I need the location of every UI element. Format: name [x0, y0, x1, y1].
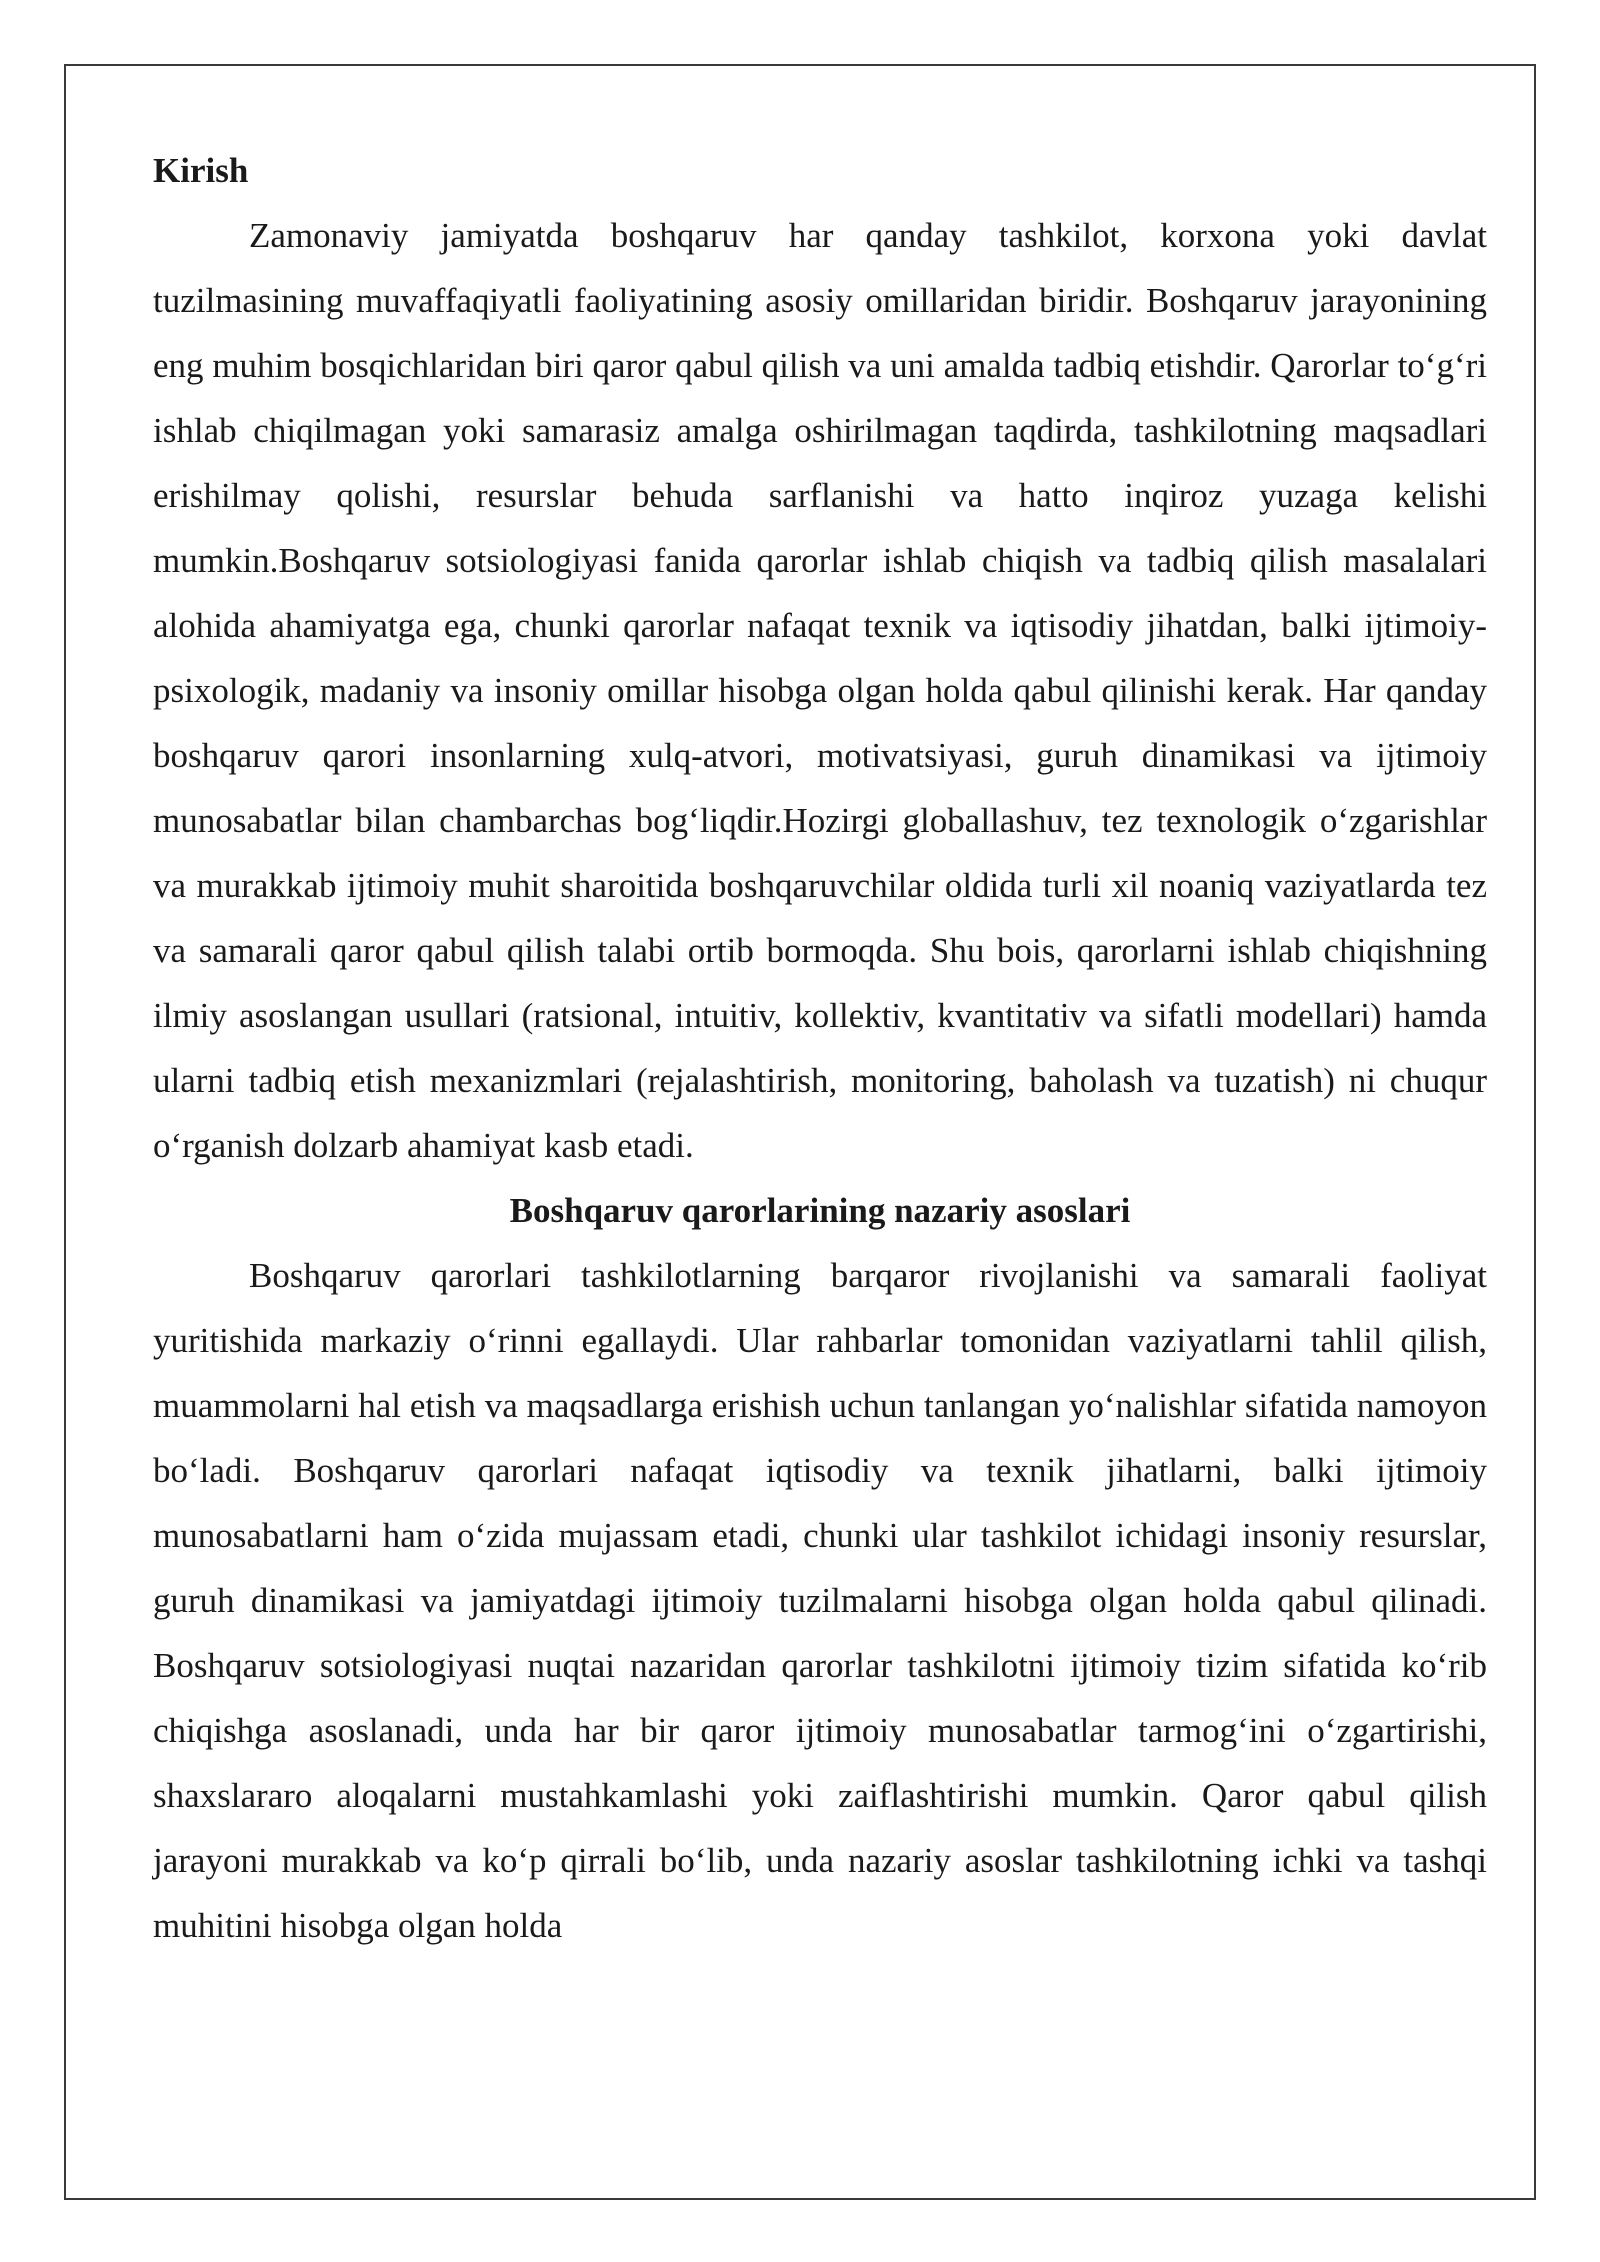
- theory-paragraph: Boshqaruv qarorlari tashkilotlarning barqaror rivojlanishi va samarali faoliyat yuritishida markaziy o‘rinni egallaydi. Ular rahbarlar tomonidan vaziyatlarni tahlil qilish, muammolarni hal etish va maqsadlarga erishish uchun tanlangan yo‘nalishlar sifatida namoyon bo‘ladi. Boshqaruv qarorlari nafaqat iqtisodiy va texnik jihatlarni, balki ijtimoiy munosabatlarni ham o‘zida mujassam etadi, chunki ular tashkilot ichidagi insoniy resurslar, guruh dinamikasi va jamiyatdagi ijtimoiy tuzilmalarni hisobga olgan holda qabul qilinadi. Boshqaruv sotsiologiyasi nuqtai nazaridan qarorlar tashkilotni ijtimoiy tizim sifatida ko‘rib chiqishga asoslanadi, unda har bir qaror ijtimoiy munosabatlar tarmog‘ini o‘zgartirishi, shaxslararo aloqalarni mustahkamlashi yoki zaiflashtirishi mumkin. Qaror qabul qilish jarayoni murakkab va ko‘p qirrali bo‘lib, unda nazariy asoslar tashkilotning ichki va tashqi muhitini hisobga olgan holda: [153, 1256, 1487, 1945]
- document-body: [153, 138, 1487, 1958]
- intro-paragraph: Zamonaviy jamiyatda boshqaruv har qanday tashkilot, korxona yoki davlat tuzilmasining muvaffaqiyatli faoliyatining asosiy omillaridan biridir. Boshqaruv jarayonining eng muhim bosqichlaridan biri qaror qabul qilish va uni amalda tadbiq etishdir. Qarorlar to‘g‘ri ishlab chiqilmagan yoki samarasiz amalga oshirilmagan taqdirda, tashkilotning maqsadlari erishilmay qolishi, resurslar behuda sarflanishi va hatto inqiroz yuzaga kelishi mumkin.Boshqaruv sotsiologiyasi fanida qarorlar ishlab chiqish va tadbiq qilish masalalari alohida ahamiyatga ega, chunki qarorlar nafaqat texnik va iqtisodiy jihatdan, balki ijtimoiy-psixologik, madaniy va insoniy omillar hisobga olgan holda qabul qilinishi kerak. Har qanday boshqaruv qarori insonlarning xulq-atvori, motivatsiyasi, guruh dinamikasi va ijtimoiy munosabatlar bilan chambarchas bog‘liqdir.Hozirgi globallashuv, tez texnologik o‘zgarishlar va murakkab ijtimoiy muhit sharoitida boshqaruvchilar oldida turli xil noaniq vaziyatlarda tez va samarali qaror qabul qilish talabi ortib bormoqda. Shu bois, qarorlarni ishlab chiqishning ilmiy asoslangan usullari (ratsional, intuitiv, kollektiv, kvantitativ va sifatli modellari) hamda ularni tadbiq etish mexanizmlari (rejalashtirish, monitoring, baholash va tuzatish) ni chuqur o‘rganish dolzarb ahamiyat kasb etadi.: [153, 216, 1487, 1165]
- section-heading-theory: Boshqaruv qarorlarining nazariy asoslari: [509, 1191, 1131, 1230]
- section-heading-kirish: Kirish: [153, 151, 249, 190]
